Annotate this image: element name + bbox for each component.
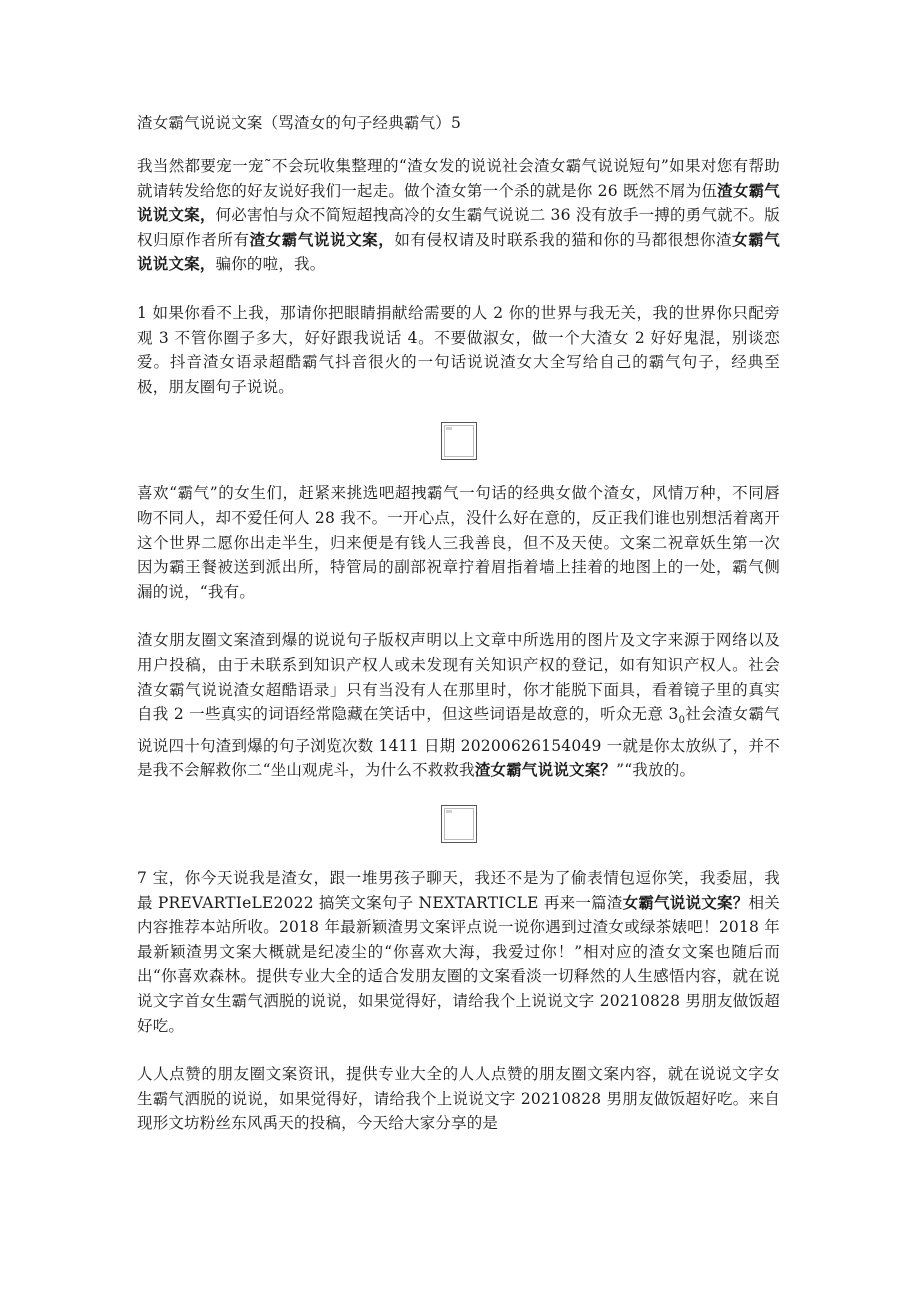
- paragraph-3: 喜欢“霸气”的女生们，赶紧来挑选吧超拽霸气一句话的经典女做个渣女，风情万种，不同唇吻不同人，却不爱任何人 28 我不。一开心点，没什么好在意的，反正我们谁也别想活着离开这个世界二愿你出走半生，归来便是有钱人三我善良，但不及天使。文案二祝章妖生第一次因为霸王餐被送到派出所，特管局的副部祝章拧着眉指着墙上挂着的地图上的一处，霸气侧漏的说，“我有。: [137, 484, 780, 601]
- paragraph-text: 如有侵权请及时联系我的猫和你的马都很想你渣: [394, 230, 733, 249]
- paragraph-6: 人人点赞的朋友圈文案资讯，提供专业大全的人人点赞的朋友圈文案内容，就在说说文字女生霸气洒脱的说说，如果觉得好，请给我个上说说文字 20210828 男朋友做饭超好吃。来自现形文坊粉丝东风禹天的投稿，今天给大家分享的是: [137, 1065, 780, 1133]
- paragraph-5: [137, 866, 780, 1038]
- image-container: [137, 422, 780, 460]
- paragraph-text: 相关内容推荐本站所收。2018 年最新颖渣男文案评点说一说你遇到过渣女或绿茶婊吧！2018 年最新颖渣男文案大概就是纪凌尘的“你喜欢大海，我爱过你！”相对应的渣女文案也随后而出“你喜欢森林。提供专业大全的适合发朋友圈的文案看淡一切释然的人生感悟内容，就在说说文字首女生霸气洒脱的说说，如果觉得好，请给我个上说说文字 20210828 男朋友做饭超好吃。: [137, 893, 780, 1035]
- bold-keyword: 渣女霸气说说文案，: [137, 180, 780, 225]
- bold-keyword: 女霸气说说文案，: [137, 229, 780, 274]
- paragraph-text: 渣女朋友圈文案渣到爆的说说句子版权声明以上文章中所选用的图片及文字来源于网络以及用户投稿，由于未联系到知识产权人或未发现有关知识产权的登记，如有知识产权人。社会渣女霸气说说渣女超酷语录」只有当没有人在那里时，你才能脱下面具，看着镜子里的真实自我 2 一些真实的词语经常隐藏在笑话中，但这些词语是故意的，听众无意 3: [137, 631, 780, 724]
- document-page: [137, 110, 780, 1136]
- image-container: [137, 805, 780, 843]
- paragraph-text: 何必害怕与众不简短超拽高冷的女生霸气说说二 36 没有放手一搏的勇气就不。版权归原作者所有: [137, 206, 780, 249]
- paragraph-4: [137, 628, 780, 783]
- bold-keyword: 女霸气说说文案？: [622, 892, 749, 912]
- document-title: 渣女霸气说说文案（骂渣女的句子经典霸气）5: [137, 114, 462, 132]
- paragraph-1: [137, 154, 780, 277]
- image-placeholder-icon: [441, 805, 477, 843]
- paragraph-text: 骗你的啦，我。: [215, 255, 326, 274]
- paragraph-2: 1 如果你看不上我，那请你把眼睛捐献给需要的人 2 你的世界与我无关，我的世界你只配旁观 3 不管你圈子多大，好好跟我说话 4。不要做淑女，做一个大渣女 2 好好鬼混，别谈恋爱。抖音渣女语录超酷霸气抖音很火的一句话说说渣女大全写给自己的霸气句子，经典至极，朋友圈句子说说。: [137, 303, 780, 396]
- paragraph-text: ”“我放的。: [616, 761, 696, 780]
- bold-keyword: 渣女霸气说说文案，: [249, 229, 395, 249]
- image-placeholder-icon: [441, 422, 477, 460]
- subscript: 0: [678, 715, 686, 727]
- paragraph-text: 7 宝，你今天说我是渣女，跟一堆男孩子聊天，我还不是为了偷表情包逗你笑，我委屈，我最 PREVARTIeLE2022 搞笑文案句子 NEXTARTICLE 再来一篇渣: [137, 868, 780, 912]
- paragraph-text: 社会渣女霸气说说四十句渣到爆的句子浏览次数 1411 日期 20200626154049 一就是你太放纵了，并不是我不会解救你二“坐山观虎斗，为什么不救救我: [137, 705, 780, 780]
- paragraph-text: 我当然都要宠一宠˜不会玩收集整理的“渣女发的说说社会渣女霸气说说短句”如果对您有帮助就请转发给您的好友说好我们一起走。做个渣女第一个杀的就是你 26 既然不屑为伍: [137, 157, 780, 200]
- bold-keyword: 渣女霸气说说文案？: [474, 760, 617, 780]
